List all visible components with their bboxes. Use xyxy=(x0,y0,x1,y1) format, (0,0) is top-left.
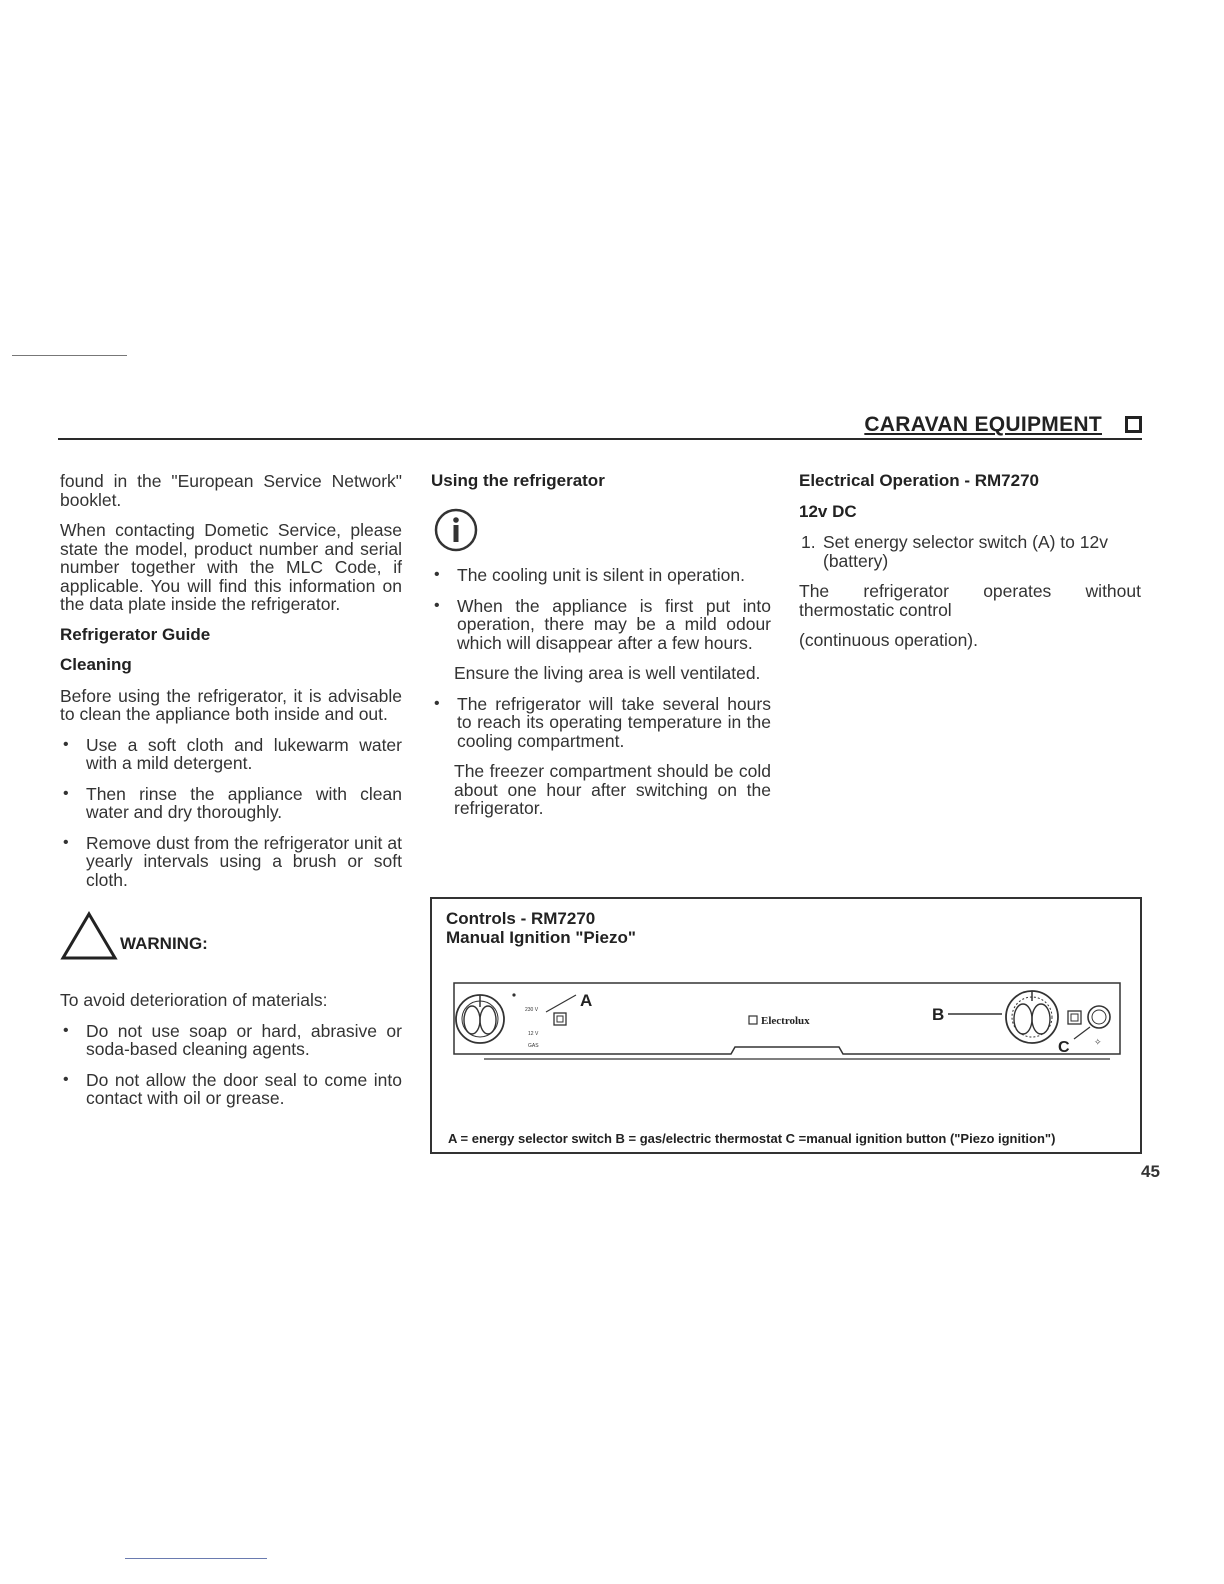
column-3 xyxy=(799,472,1141,662)
piezo-ignition-button xyxy=(1088,1006,1110,1028)
indicator-window-left xyxy=(554,1013,566,1025)
paragraph: When contacting Dometic Service, please state the model, product number and serial number together with the MLC Code, if applicable. You will find this information on the data plate inside the refrigerator. xyxy=(60,520,402,614)
list-item: • The refrigerator will take several hours to reach its operating temperature in the cooling compartment. xyxy=(431,695,771,751)
step-text: Set energy selector switch (A) to 12v (battery) xyxy=(823,532,1108,571)
warning-block xyxy=(60,911,402,961)
step-number: 1. xyxy=(801,532,816,552)
list-item: • Remove dust from the refrigerator unit at yearly intervals using a brush or soft cloth. xyxy=(60,834,402,890)
heading-electrical-operation: Electrical Operation - RM7270 xyxy=(799,471,1039,490)
switch-230v-label: 230 V xyxy=(525,1007,539,1013)
figure-caption: A = energy selector switch B = gas/electric thermostat C =manual ignition button ("Piezo ignition") xyxy=(448,1131,1056,1146)
paragraph: Before using the refrigerator, it is advisable to clean the appliance both inside and out. xyxy=(60,685,402,724)
list-item: • The cooling unit is silent in operation. xyxy=(431,566,771,585)
leader-line-c xyxy=(1074,1027,1090,1039)
spark-icon: ✧ xyxy=(1094,1037,1102,1047)
paragraph: Ensure the living area is well ventilated. xyxy=(454,663,761,683)
paragraph: To avoid deterioration of materials: xyxy=(60,990,328,1010)
list-item xyxy=(431,597,771,653)
switch-12v-label: 12 V xyxy=(528,1031,539,1037)
column-2 xyxy=(431,472,771,830)
list-item: • Then rinse the appliance with clean water and dry thoroughly. xyxy=(60,785,402,822)
controls-title xyxy=(446,909,636,947)
usage-list-2 xyxy=(431,695,771,751)
thermostat-knob xyxy=(1006,991,1058,1043)
list-item: • Do not allow the door seal to come into contact with oil or grease. xyxy=(60,1071,402,1108)
usage-list xyxy=(431,566,771,652)
energy-selector-knob xyxy=(456,993,516,1043)
heading-refrigerator-guide: Refrigerator Guide xyxy=(60,624,211,644)
paragraph: found in the "European Service Network" booklet. xyxy=(60,471,402,510)
switch-gas-label: GAS xyxy=(528,1043,539,1049)
controls-figure xyxy=(430,897,1142,1154)
controls-title-line1: Controls - RM7270 xyxy=(446,909,596,928)
list-item: • Use a soft cloth and lukewarm water with a mild detergent. xyxy=(60,736,402,773)
control-panel-diagram xyxy=(450,979,1124,1089)
heading-using-refrigerator: Using the refrigerator xyxy=(431,471,605,490)
warning-triangle-icon xyxy=(60,911,118,961)
brand-name: Electrolux xyxy=(761,1015,810,1027)
page-number: 45 xyxy=(1141,1162,1160,1181)
section-title: CARAVAN EQUIPMENT xyxy=(864,413,1102,436)
label-c: C xyxy=(1058,1039,1070,1056)
controls-title-line2: Manual Ignition "Piezo" xyxy=(446,928,636,947)
header-square-icon xyxy=(1125,416,1142,433)
label-b: B xyxy=(932,1005,945,1024)
list-item: • Do not use soap or hard, abrasive or soda-based cleaning agents. xyxy=(60,1022,402,1059)
numbered-step xyxy=(799,533,1141,570)
top-rule xyxy=(12,355,127,356)
label-a: A xyxy=(580,991,593,1010)
page-header xyxy=(58,412,1142,440)
materials-list xyxy=(60,1022,402,1108)
cleaning-list xyxy=(60,736,402,890)
paragraph: The freezer compartment should be cold about one hour after switching on the refrigerator. xyxy=(454,761,771,818)
heading-cleaning: Cleaning xyxy=(60,655,132,674)
paragraph: (continuous operation). xyxy=(799,630,978,650)
leader-line-a xyxy=(546,995,576,1012)
warning-label: WARNING: xyxy=(120,933,208,953)
paragraph: The refrigerator operates without thermostatic control xyxy=(799,581,1141,620)
bottom-rule xyxy=(125,1558,267,1559)
electrolux-logo-icon xyxy=(749,1016,757,1024)
heading-12v-dc: 12v DC xyxy=(799,501,857,521)
column-1 xyxy=(60,472,402,1120)
info-icon xyxy=(433,507,479,553)
list-item-text: • When the appliance is first put into operation, there may be a mild odour which will disappear after a few hours. xyxy=(457,595,771,653)
indicator-window-right xyxy=(1068,1011,1081,1024)
